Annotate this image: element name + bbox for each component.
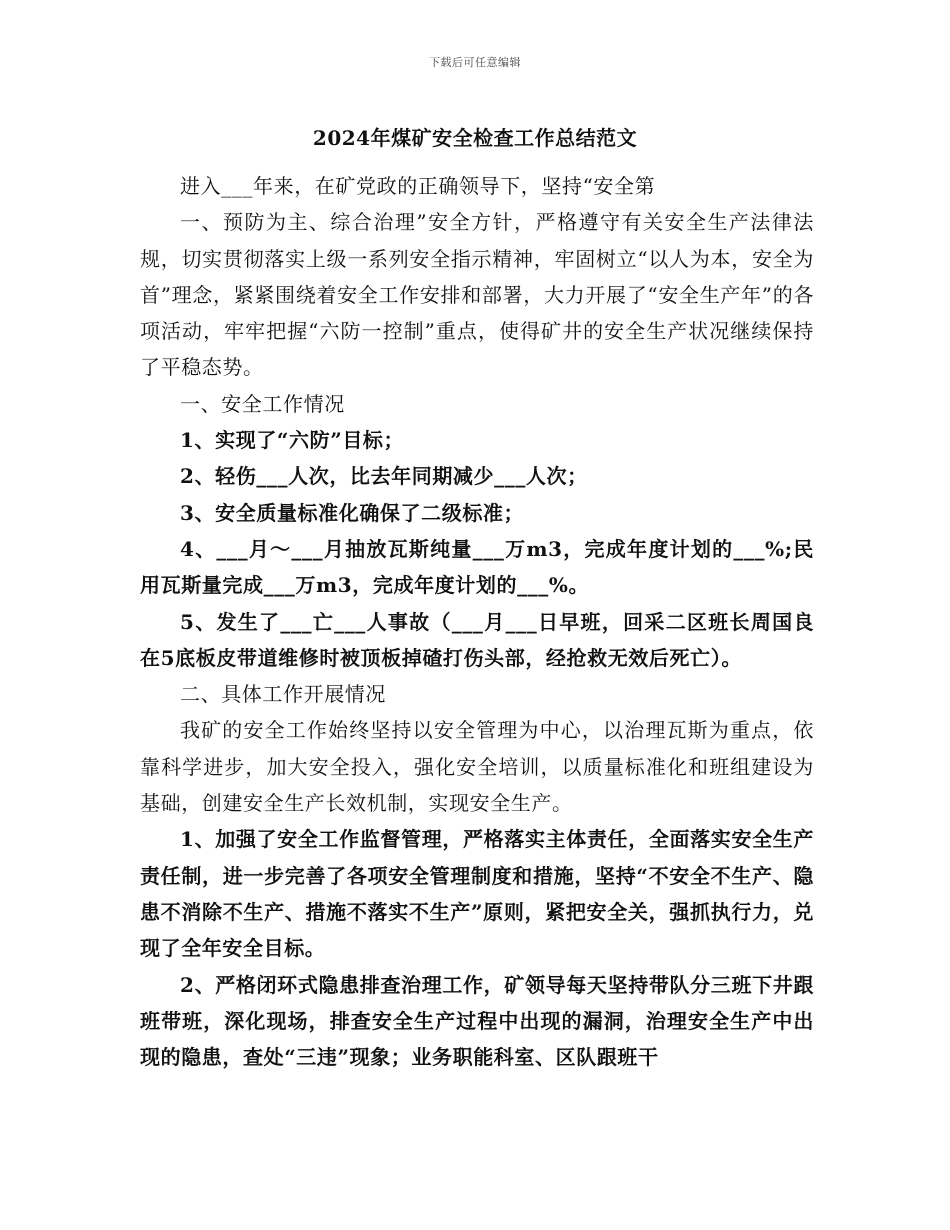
list-item-4: 4、___月～___月抽放瓦斯纯量___万m3，完成年度计划的___%;民用瓦斯量完成___万m3，完成年度计划的___%。	[140, 536, 814, 598]
work-item-1: 1、加强了安全工作监督管理，严格落实主体责任，全面落实安全生产责任制，进一步完善了各项安全管理制度和措施，坚持“不安全不生产、隐患不消除不生产、措施不落实不生产”原则，紧把安全关，强抓执行力，兑现了全年安全目标。	[140, 827, 814, 961]
document-title: 2024年煤矿安全检查工作总结范文	[312, 126, 638, 150]
list-item-5: 5、发生了___亡___人事故（___月___日早班，回采二区班长周国良在5底板皮带道维修时被顶板掉碴打伤头部，经抢救无效后死亡）。	[140, 609, 814, 670]
list-item-1: 1、实现了“六防”目标；	[180, 428, 405, 453]
paragraph-work-overview: 我矿的安全工作始终坚持以安全管理为中心，以治理瓦斯为重点，依靠科学进步，加大安全投入，强化安全培训，以质量标准化和班组建设为基础，创建安全生产长效机制，实现安全生产。	[140, 718, 814, 816]
document-body	[140, 168, 814, 1075]
paragraph-intro-1: 进入___年来，在矿党政的正确领导下，坚持“安全第	[180, 174, 656, 198]
work-item-2: 2、严格闭环式隐患排查治理工作，矿领导每天坚持带队分三班下井跟班带班，深化现场，排查安全生产过程中出现的漏洞，治理安全生产中出现的隐患，查处“三违”现象；业务职能科室、区队跟班干	[140, 972, 814, 1070]
section-heading-safety-status: 一、安全工作情况	[180, 391, 345, 416]
page-header-note: 下载后可任意编辑	[429, 56, 521, 69]
paragraph-intro-2: 一、预防为主、综合治理”安全方针，严格遵守有关安全生产法律法规，切实贯彻落实上级一系列安全指示精神，牢固树立“以人为本，安全为首”理念，紧紧围绕着安全工作安排和部署，大力开展了“安全生产年”的各项活动，牢牢把握“六防一控制”重点，使得矿井的安全生产状况继续保持了平稳态势。	[140, 210, 814, 380]
list-item-2: 2、轻伤___人次，比去年同期减少___人次；	[180, 464, 588, 489]
list-item-3: 3、安全质量标准化确保了二级标准；	[180, 500, 525, 525]
section-heading-work-progress: 二、具体工作开展情况	[180, 682, 386, 707]
